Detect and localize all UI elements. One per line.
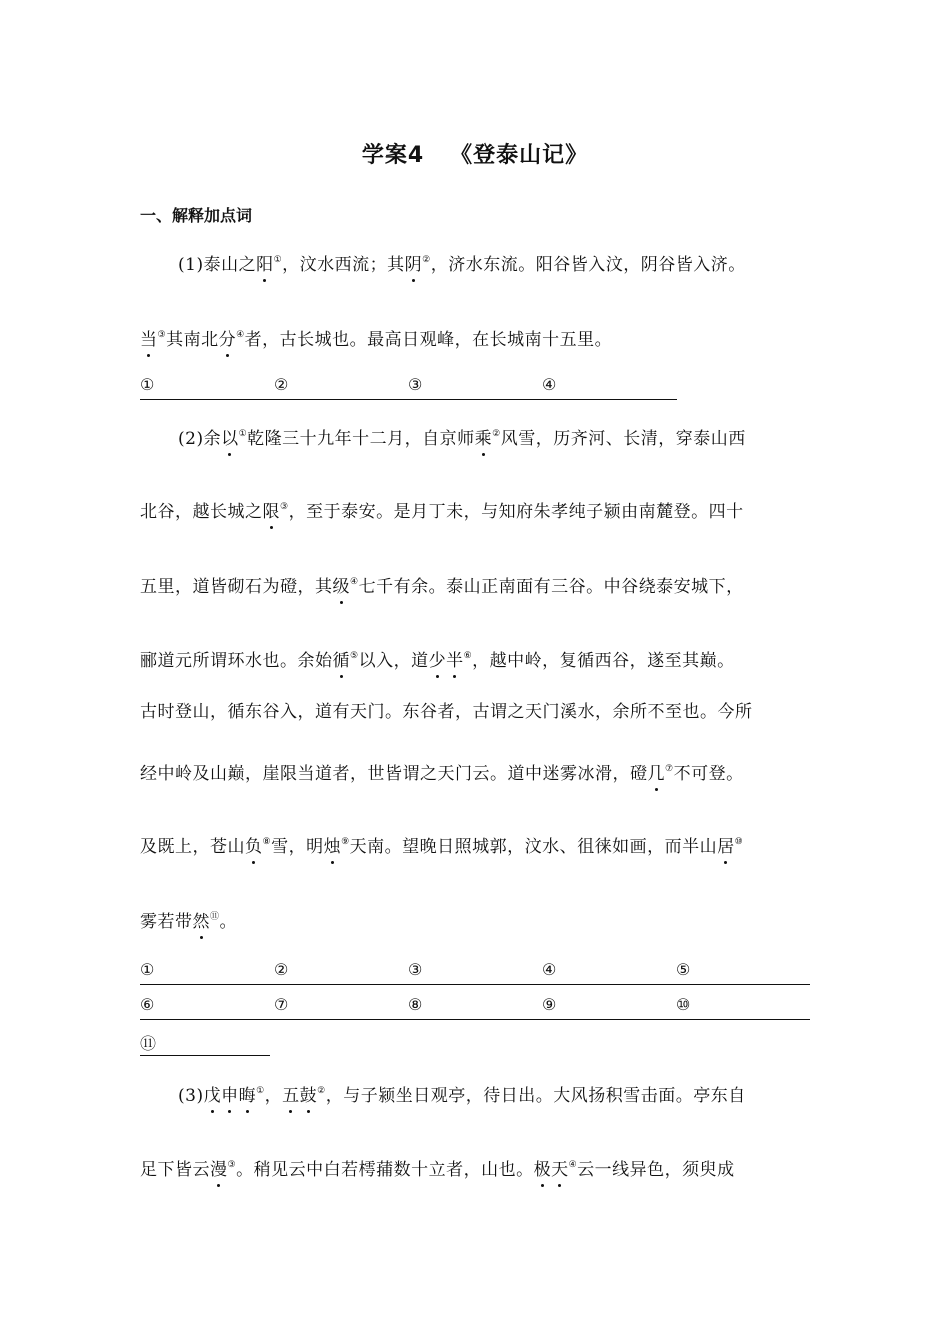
- blank-1: ①: [140, 960, 155, 979]
- blank-4: ④: [542, 960, 557, 979]
- marked-word: 漫: [210, 1160, 228, 1180]
- marked-word: 阴: [404, 255, 423, 275]
- marked-word: 负: [245, 837, 263, 857]
- marked-word: 鼓: [299, 1086, 318, 1106]
- blank-6: ⑥: [140, 995, 155, 1014]
- marked-word: 几: [647, 764, 665, 784]
- answer-blanks-2-row-2[interactable]: [140, 995, 810, 1020]
- blank-7: ⑦: [274, 995, 289, 1014]
- title-name: 《登泰山记》: [450, 143, 589, 168]
- p1-line-1: (1)泰山之阳①，汶水西流；其阴②，济水东流。阳谷皆入汶，阴谷皆入济。: [178, 255, 746, 275]
- marked-word: 极: [533, 1160, 552, 1180]
- p2-line-3: 五里，道皆砌石为磴，其级④七千有余。泰山正南面有三谷。中谷绕泰安城下，: [140, 577, 744, 597]
- p1-line-2: 当③其南北分④者，古长城也。最高日观峰，在长城南十五里。: [140, 330, 613, 350]
- blank-10: ⑩: [676, 995, 691, 1014]
- marked-word: 戊: [203, 1086, 222, 1106]
- p2-line-6: 经中岭及山巅，崖限当道者，世皆谓之天门云。道中迷雾冰滑，磴几⑦不可登。: [140, 764, 744, 784]
- marked-word: 申: [221, 1086, 239, 1106]
- marked-word: 乘: [474, 429, 493, 449]
- blank-1: ①: [140, 375, 155, 394]
- blank-11: ⑪: [140, 1034, 157, 1053]
- title-label: 学案4: [361, 143, 425, 168]
- p2-line-4: 郦道元所谓环水也。余始循⑤以入，道少半⑥，越中岭，复循西谷，遂至其巅。: [140, 651, 735, 671]
- marked-word: 以: [221, 429, 239, 449]
- marked-word: 分: [218, 330, 237, 350]
- page-title: [0, 138, 950, 169]
- p2-line-8: 雾若带然⑪。: [140, 912, 238, 932]
- blank-3: ③: [408, 375, 423, 394]
- answer-blanks-1[interactable]: [140, 375, 677, 400]
- p2-line-1: (2)余以①乾隆三十九年十二月，自京师乘②风雪，历齐河、长清，穿泰山西: [178, 429, 746, 449]
- blank-4: ④: [542, 375, 557, 394]
- marked-word: 阳: [256, 255, 274, 275]
- blank-2: ②: [274, 960, 289, 979]
- marked-word: 五: [282, 1086, 300, 1106]
- marked-word: 循: [332, 651, 350, 671]
- marked-word: 级: [332, 577, 350, 597]
- p2-line-5: 古时登山，循东谷入，道有天门。东谷者，古谓之天门溪水，余所不至也。今所: [140, 702, 753, 722]
- p3-line-2: 足下皆云漫③。稍见云中白若樗蒱数十立者，山也。极天④云一线异色，须臾成: [140, 1160, 735, 1180]
- marked-word: 半: [446, 651, 464, 671]
- answer-blanks-2-row-1[interactable]: [140, 960, 810, 985]
- blank-8: ⑧: [408, 995, 423, 1014]
- marked-word: 少: [428, 651, 447, 671]
- blank-2: ②: [274, 375, 289, 394]
- p2-line-7: 及既上，苍山负⑧雪，明烛⑨天南。望晚日照城郭，汶水、徂徕如画，而半山居⑩: [140, 837, 744, 857]
- marked-word: 然: [192, 912, 210, 932]
- p2-line-2: 北谷，越长城之限③，至于泰安。是月丁未，与知府朱孝纯子颍由南麓登。四十: [140, 502, 744, 522]
- blank-5: ⑤: [676, 960, 691, 979]
- marked-word: 天: [551, 1160, 569, 1180]
- answer-blanks-2-row-3[interactable]: [140, 1031, 270, 1056]
- section-heading: 一、解释加点词: [140, 206, 253, 225]
- p3-line-1: (3)戊申晦①，五鼓②，与子颍坐日观亭，待日出。大风扬积雪击面。亭东自: [178, 1086, 746, 1106]
- marked-word: 居: [717, 837, 735, 857]
- blank-9: ⑨: [542, 995, 557, 1014]
- marked-word: 烛: [323, 837, 342, 857]
- marked-word: 限: [262, 502, 280, 522]
- blank-3: ③: [408, 960, 423, 979]
- marked-word: 当: [140, 330, 158, 350]
- marked-word: 晦: [238, 1086, 257, 1106]
